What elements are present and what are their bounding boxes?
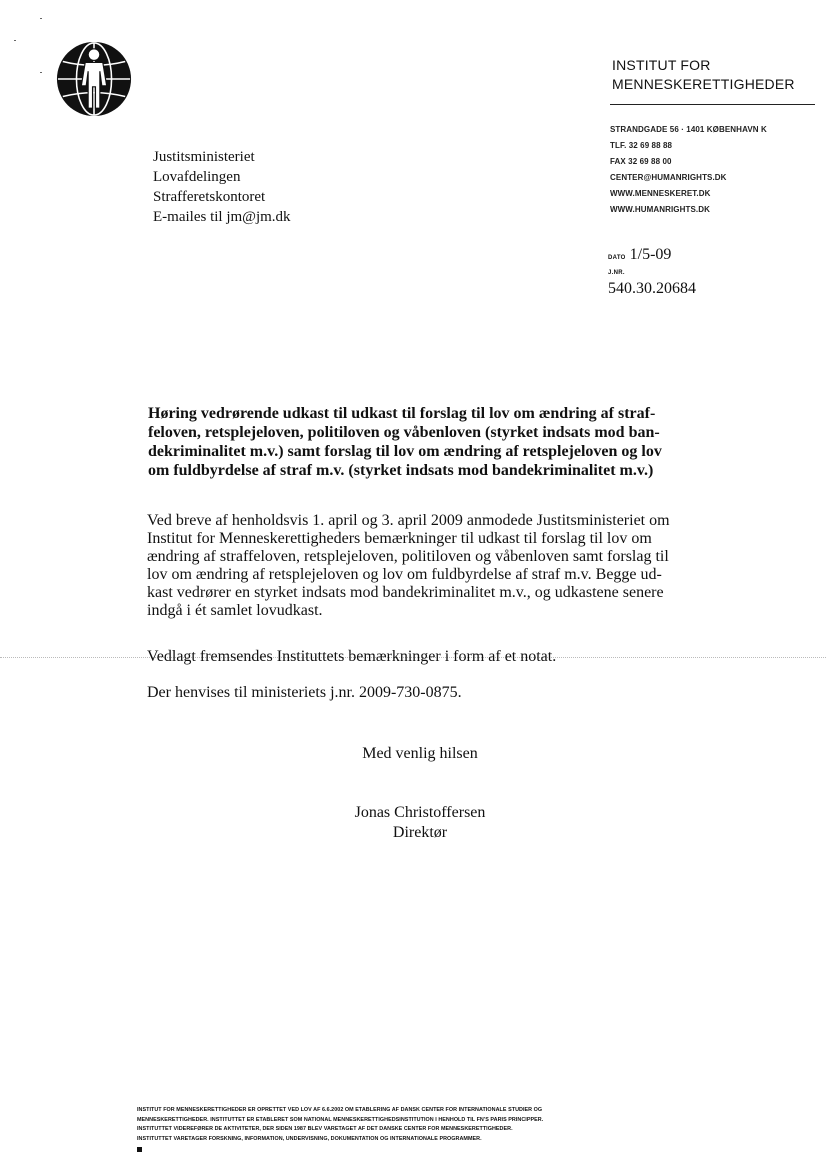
recipient-block <box>153 147 453 227</box>
recipient-line: E-mailes til jm@jm.dk <box>153 209 291 225</box>
subject-line: om fuldbyrdelse af straf m.v. (styrket indsats mod bandekriminalitet m.v.) <box>148 462 654 479</box>
contact-block <box>610 122 820 218</box>
date-label: DATO <box>608 255 626 261</box>
body-line: kast vedrører en styrket indsats mod bandekriminalitet m.v., og udkastene senere <box>147 584 664 601</box>
body-line: lov om ændring af retsplejeloven og lov om fuldbyrdelse af straf m.v. Begge ud- <box>147 566 662 583</box>
body-paragraph-3: Der henvises til ministeriets j.nr. 2009-730-0875. <box>147 684 462 701</box>
recipient-line: Strafferetskontoret <box>153 189 266 205</box>
footer-square-mark <box>137 1147 142 1152</box>
globe-human-figure-icon <box>55 40 133 118</box>
body-line: Institut for Menneskerettigheders bemærkninger til udkast til forslag til lov om <box>147 530 652 547</box>
footer-line: INSTITUT FOR MENNESKERETTIGHEDER ER OPRETTET VED LOV AF 6.6.2002 OM ETABLERING AF DANSK CENTER FOR INTERNATIONALE STUDIER OG <box>137 1107 543 1113</box>
contact-address: STRANDGADE 56 · 1401 KØBENHAVN K <box>610 125 767 134</box>
recipient-line: Lovafdelingen <box>153 169 241 185</box>
header-divider <box>610 104 815 105</box>
subject-line: Høring vedrørende udkast til udkast til forslag til lov om ændring af straf- <box>148 405 656 422</box>
scan-speck <box>14 40 16 41</box>
institution-name <box>612 56 812 94</box>
signatory-name: Jonas Christoffersen <box>354 804 486 821</box>
date-row <box>608 246 671 264</box>
signatory-title: Direktør <box>392 824 448 841</box>
scan-speck <box>40 72 42 73</box>
contact-phone: TLF. 32 69 88 88 <box>610 141 673 150</box>
contact-email: CENTER@HUMANRIGHTS.DK <box>610 173 727 182</box>
scan-speck <box>40 18 42 19</box>
subject-line: dekriminalitet m.v.) samt forslag til lov om ændring af retsplejeloven og lov <box>148 443 662 460</box>
jnr-label: J.NR. <box>608 270 625 276</box>
contact-website-da: WWW.MENNESKERET.DK <box>610 189 711 198</box>
footer-line: INSTITUTTET VIDEREFØRER DE AKTIVITETER, DER SIDEN 1987 BLEV VARETAGET AF DET DANSKE CENTER FOR MENNESKERETTIGHEDER. <box>137 1126 513 1132</box>
jnr-value: 540.30.20684 <box>608 280 696 297</box>
date-value: 1/5-09 <box>629 246 672 263</box>
body-paragraph-2: Vedlagt fremsendes Instituttets bemærkninger i form af et notat. <box>147 648 557 665</box>
footer-line: INSTITUTTET VARETAGER FORSKNING, INFORMATION, UNDERVISNING, DOKUMENTATION OG INTERNATIONALE PROGRAMMER. <box>137 1135 482 1142</box>
contact-fax: FAX 32 69 88 00 <box>610 157 672 166</box>
body-line: Ved breve af henholdsvis 1. april og 3. april 2009 anmodede Justitsministeriet om <box>147 512 670 529</box>
recipient-line: Justitsministeriet <box>153 149 255 165</box>
subject-line: feloven, retsplejeloven, politiloven og våbenloven (styrket indsats mod ban- <box>148 424 660 441</box>
body-line: indgå i ét samlet lovudkast. <box>147 602 323 619</box>
contact-website-en: WWW.HUMANRIGHTS.DK <box>610 205 711 214</box>
body-line: ændring af straffeloven, retsplejeloven, politiloven og våbenloven samt forslag til <box>147 548 669 565</box>
institution-name-line1: INSTITUT FOR <box>612 57 711 73</box>
institution-name-line2: MENNESKERETTIGHEDER <box>612 76 795 92</box>
closing-greeting: Med venlig hilsen <box>362 745 478 762</box>
body-paragraph-1 <box>147 512 717 620</box>
letter-subject <box>148 404 713 480</box>
footer-line: MENNESKERETTIGHEDER. INSTITUTTET ER ETABLERET SOM NATIONAL MENNESKERETTIGHEDSINSTITUTION I HENHOLD TIL FN'S PARIS PRINCIPPER. <box>137 1116 544 1123</box>
footer-legal-text <box>137 1106 697 1144</box>
